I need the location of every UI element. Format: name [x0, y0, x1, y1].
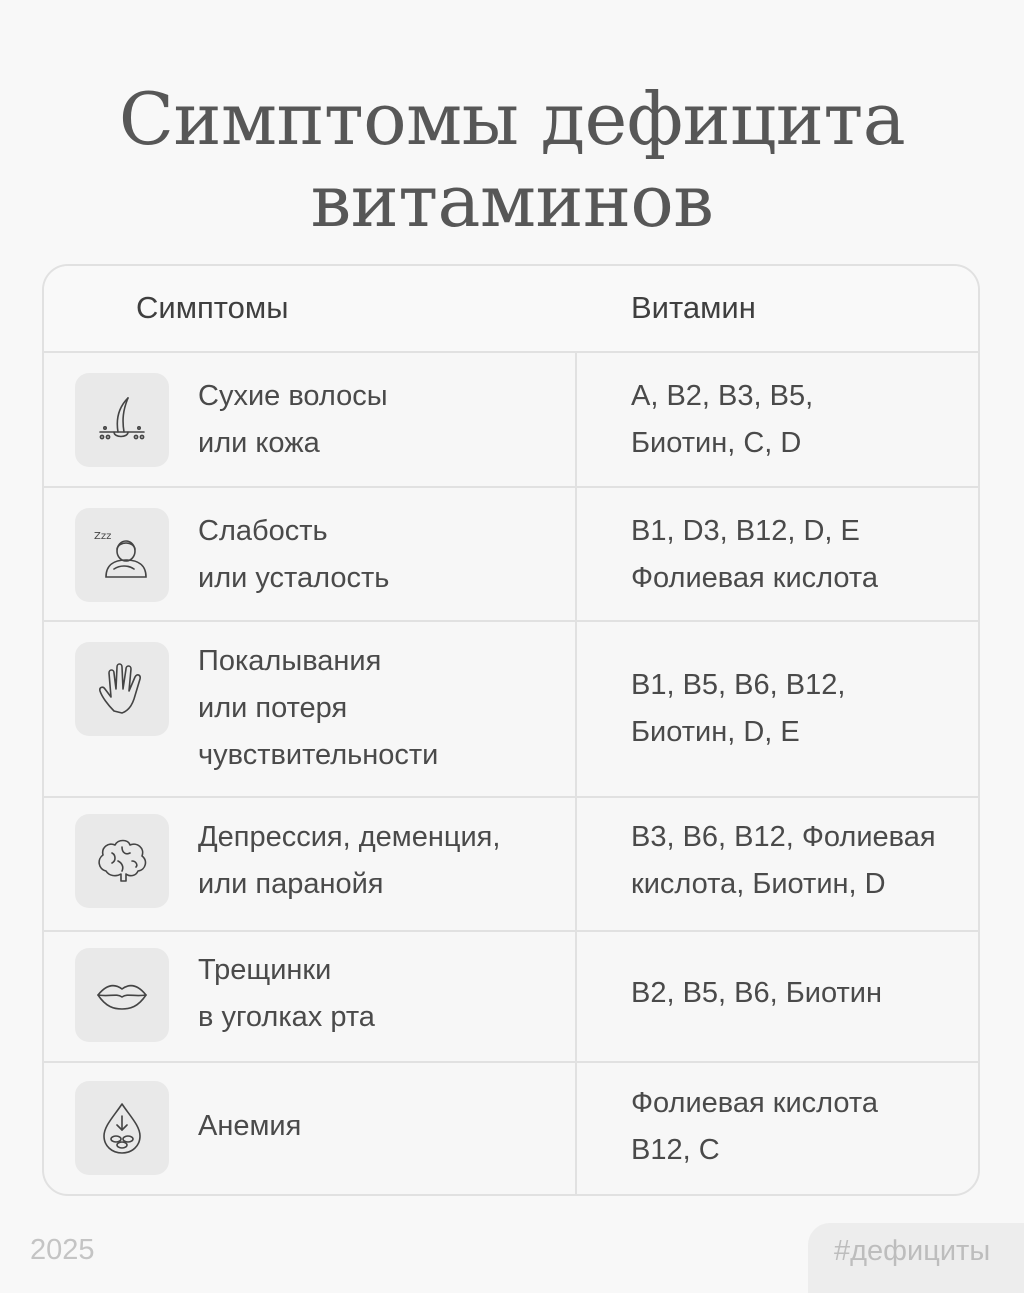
symptom-text: Покалывания или потеря чувствительности	[198, 645, 439, 771]
vitamin-table	[42, 264, 980, 1196]
vitamin-text: B3, B6, B12, Фолиевая кислота, Биотин, D	[631, 821, 936, 900]
symptom-text: Депрессия, деменция, или паранойя	[198, 821, 501, 900]
vitamin-text: B1, B5, B6, B12, Биотин, D, E	[631, 669, 846, 748]
hair-follicle-icon	[75, 373, 169, 467]
vitamin-text: B1, D3, B12, D, E Фолиевая кислота	[631, 515, 878, 594]
vitamin-text: A, B2, B3, B5, Биотин, C, D	[631, 380, 814, 459]
symptom-text: Анемия	[198, 1110, 302, 1142]
footer-year: 2025	[30, 1234, 95, 1266]
table-header-row	[44, 266, 978, 353]
hand-icon	[75, 642, 169, 736]
symptom-text: Трещинки в уголках рта	[198, 954, 375, 1033]
header-vitamin: Витамин	[631, 290, 756, 325]
hashtag-badge	[808, 1223, 1024, 1293]
page-title-line-1: Симптомы дефицита	[118, 77, 906, 161]
table-row	[44, 932, 978, 1063]
table-row	[44, 798, 978, 932]
blood-drop-icon	[75, 1081, 169, 1175]
page-title-line-2: витаминов	[310, 159, 714, 243]
page-title	[0, 78, 1024, 242]
header-symptoms: Симптомы	[136, 290, 289, 325]
hashtag-text: #дефициты	[834, 1235, 991, 1267]
table-row	[44, 488, 978, 622]
lips-icon	[75, 948, 169, 1042]
symptom-text: Слабость или усталость	[198, 515, 390, 594]
table-row	[44, 622, 978, 798]
table-row	[44, 1063, 978, 1196]
tired-person-icon	[75, 508, 169, 602]
vitamin-text: Фолиевая кислота B12, C	[631, 1087, 878, 1166]
brain-icon	[75, 814, 169, 908]
svg-text:Zzz: Zzz	[94, 531, 112, 542]
vitamin-text: B2, B5, B6, Биотин	[631, 977, 882, 1009]
table-row	[44, 353, 978, 488]
symptom-text: Сухие волосы или кожа	[198, 380, 388, 459]
